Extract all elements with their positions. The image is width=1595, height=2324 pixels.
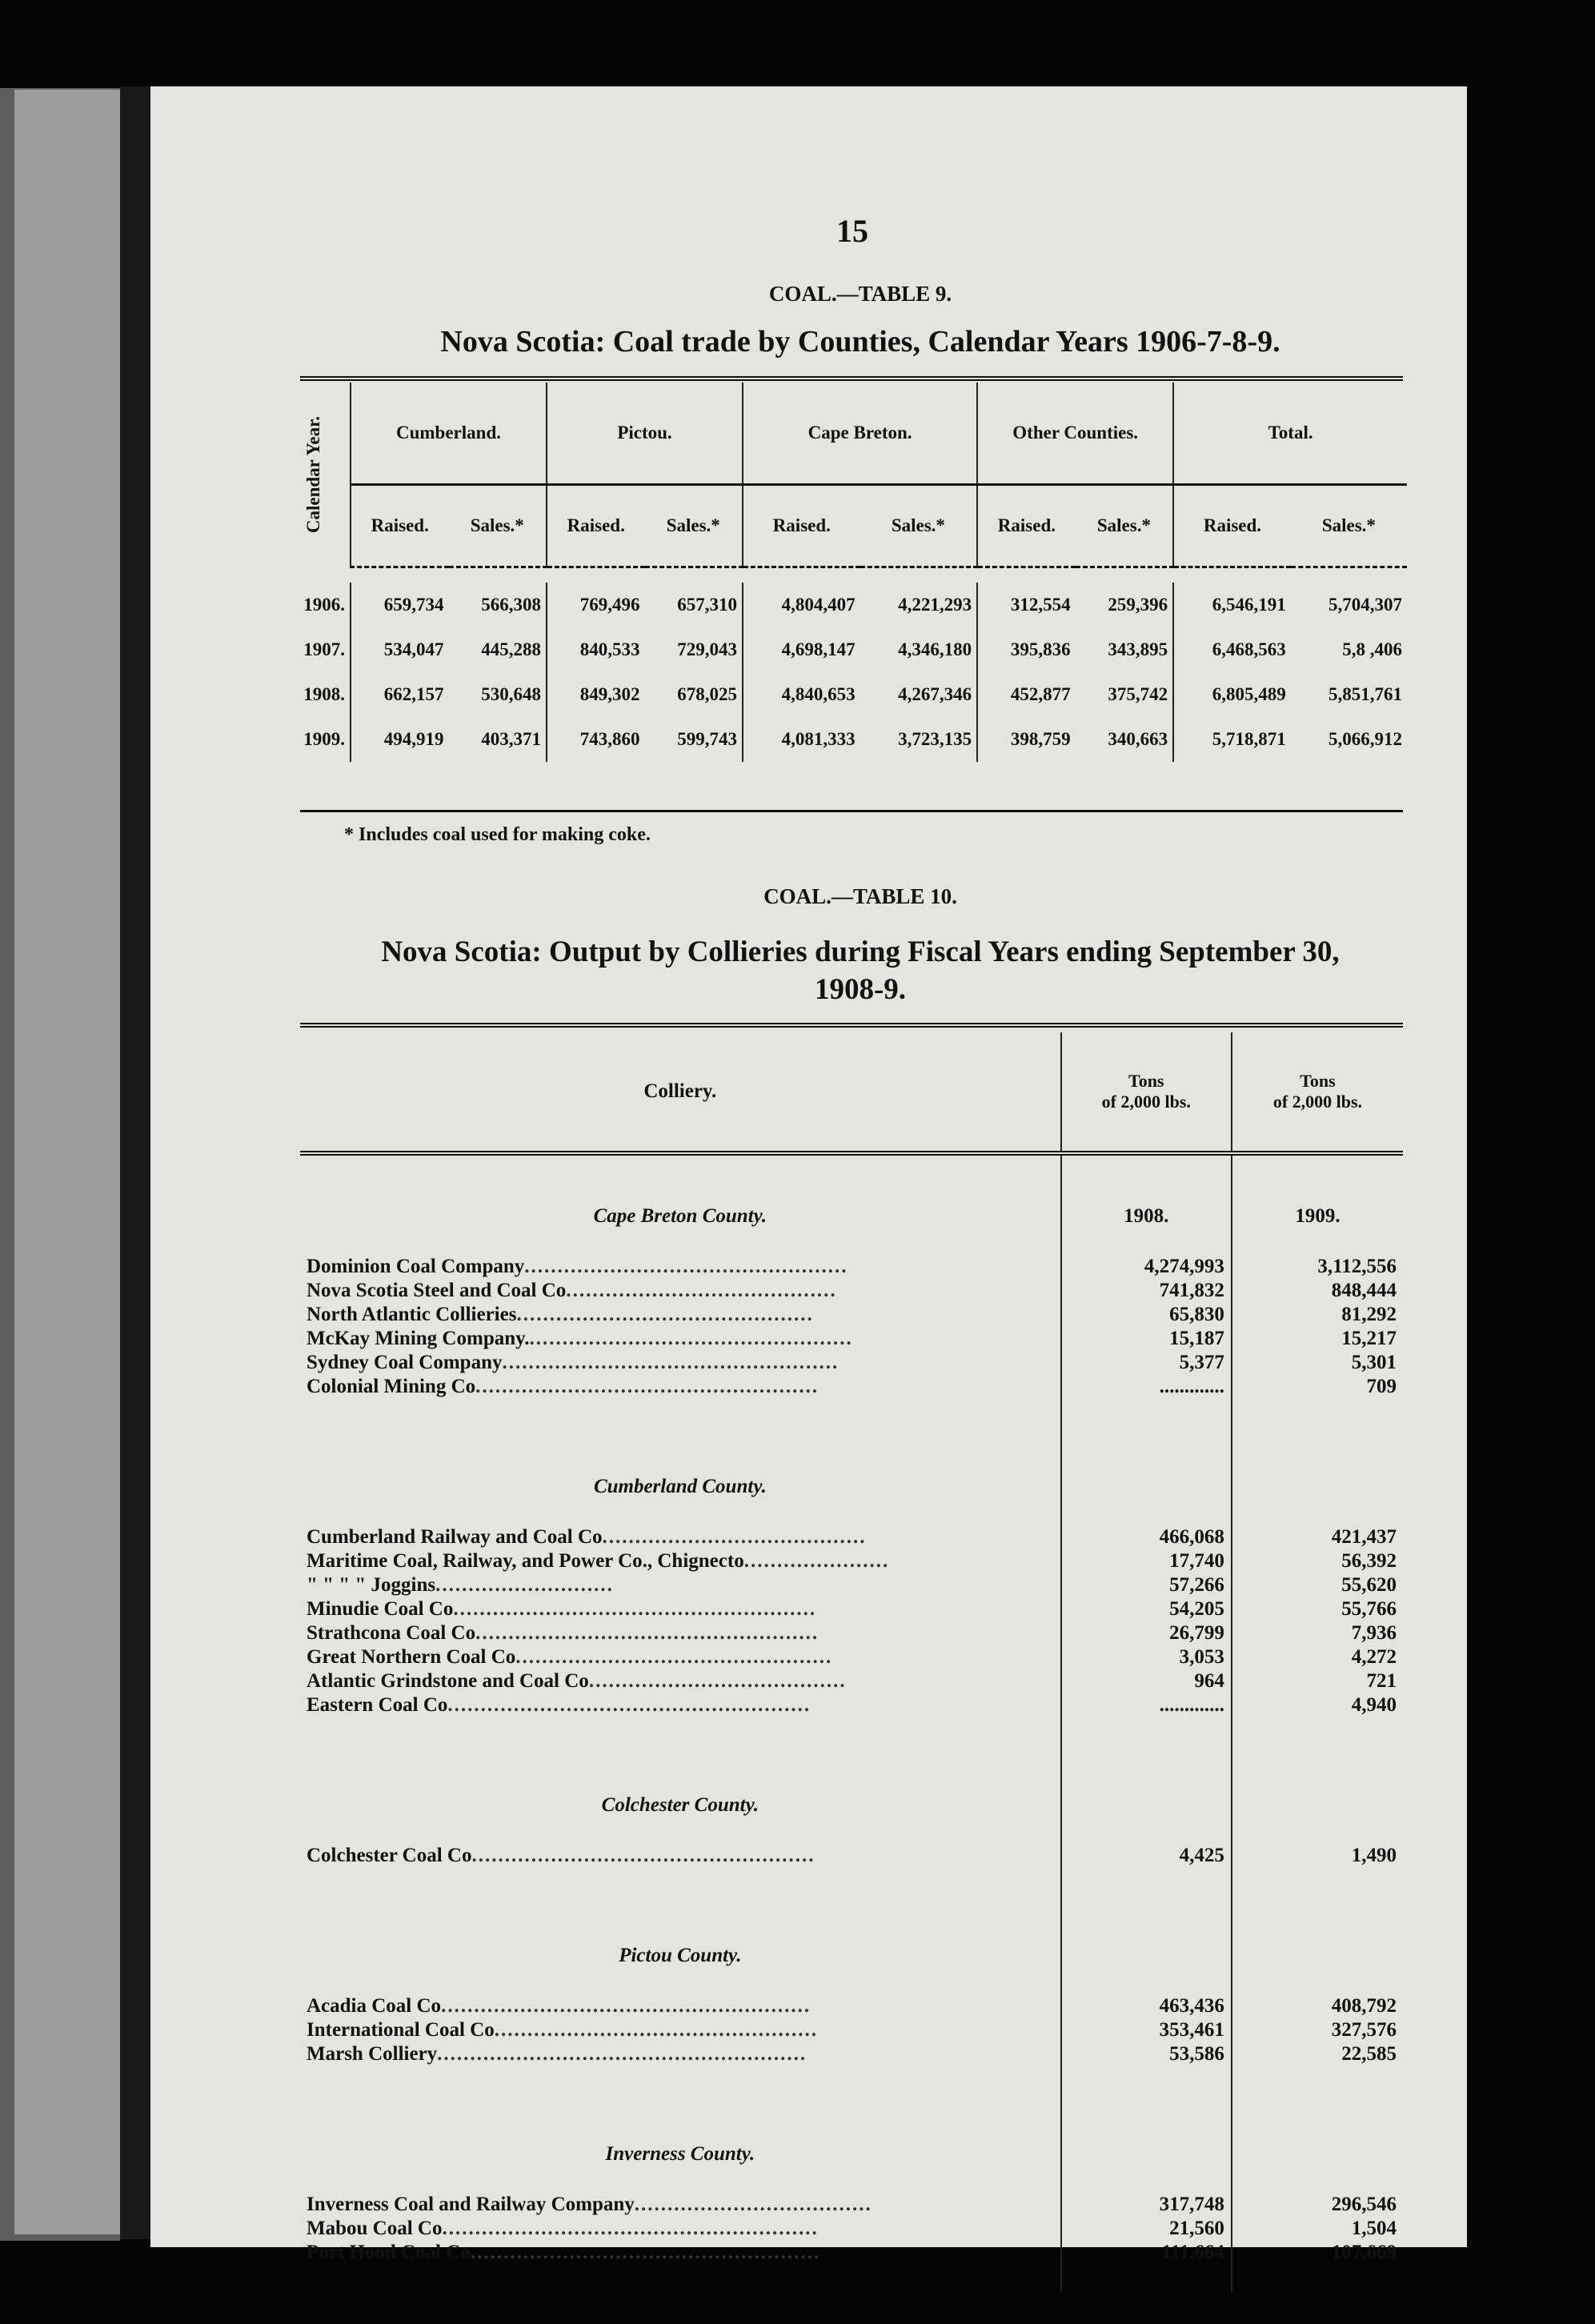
raised-header: Raised. xyxy=(547,485,645,567)
year-label: 1908. xyxy=(1061,1153,1232,1228)
table9-heading: COAL.—TABLE 9. xyxy=(768,282,952,306)
calendar-year-header: Calendar Year. xyxy=(299,383,351,567)
tons-1908: 741,832 xyxy=(1061,1279,1232,1303)
colliery-name xyxy=(300,1669,1061,1693)
tons-1908: 57,266 xyxy=(1061,1573,1232,1597)
colliery-name-text: International Coal Co xyxy=(307,2019,495,2041)
value-cell: 395,836 xyxy=(1010,639,1071,659)
table-row xyxy=(300,1279,1403,1303)
year-cell: 1907. xyxy=(299,627,351,672)
leader-dots: ....................................................... xyxy=(453,1598,817,1620)
table9-footnote: * Includes coal used for making coke. xyxy=(344,824,651,845)
tons-1909: 408,792 xyxy=(1331,1995,1397,2017)
leader-dots: ..................................................... xyxy=(470,2242,821,2263)
tons-1908: 15,187 xyxy=(1061,1327,1232,1351)
tons-1908: 353,461 xyxy=(1061,2018,1232,2042)
tons-1908: 26,799 xyxy=(1061,1621,1232,1645)
value-cell: 312,554 xyxy=(1010,595,1071,615)
table10-title-line1: Nova Scotia: Output by Collieries during Fiscal Years ending September 30, xyxy=(381,936,1340,968)
leader-dots: .................................................... xyxy=(471,1845,816,1866)
colliery-name xyxy=(300,1573,1061,1597)
value-cell: 5,704,307 xyxy=(1328,595,1402,615)
tons-1908: 4,274,993 xyxy=(1061,1255,1232,1279)
tons-1908: 964 xyxy=(1061,1669,1232,1693)
table-row xyxy=(299,583,1407,627)
value-cell: 4,267,346 xyxy=(860,672,978,717)
year-label: 1909. xyxy=(1295,1205,1341,1227)
value-cell: 5,718,871 xyxy=(1212,729,1286,749)
colliery-name xyxy=(300,1255,1061,1279)
tons-1909: 56,392 xyxy=(1341,1550,1397,1572)
tons-unit-label: of 2,000 lbs. xyxy=(1272,1092,1363,1112)
colliery-name-text: Inverness Coal and Railway Company xyxy=(307,2194,635,2215)
tons-unit-label: of 2,000 lbs. xyxy=(1101,1092,1191,1112)
leader-dots: ......................................................... xyxy=(442,2218,819,2239)
table10 xyxy=(300,1032,1403,2292)
group-header: Other Counties. xyxy=(977,383,1173,485)
table9-title: Nova Scotia: Coal trade by Counties, Calendar Years 1906-7-8-9. xyxy=(440,325,1280,359)
group-header: Cape Breton. xyxy=(743,383,977,485)
tons-1908: 317,748 xyxy=(1061,2193,1232,2217)
value-cell: 4,081,333 xyxy=(781,729,856,749)
county-name: Inverness County. xyxy=(605,2143,755,2165)
table-row xyxy=(300,1375,1403,1399)
tons-1909: 55,766 xyxy=(1341,1598,1397,1620)
table-row xyxy=(300,2018,1403,2042)
colliery-name xyxy=(300,1303,1061,1327)
colliery-name xyxy=(300,1279,1061,1303)
value-cell: 4,346,180 xyxy=(860,627,978,672)
sales-header: Sales.* xyxy=(1076,485,1174,567)
tons-label: Tons xyxy=(1300,1071,1336,1091)
value-cell: 599,743 xyxy=(645,717,743,762)
colliery-name-text: Maritime Coal, Railway, and Power Co., Chignecto xyxy=(307,1550,744,1572)
leader-dots: .................................................... xyxy=(475,1376,820,1397)
adjacent-page xyxy=(14,90,120,2234)
table-row xyxy=(299,627,1407,672)
table10-heading: COAL.—TABLE 10. xyxy=(763,884,957,908)
tons-1908: 17,740 xyxy=(1061,1549,1232,1573)
year-label xyxy=(1061,1745,1232,1817)
group-header: Pictou. xyxy=(547,383,743,485)
leader-dots: ................................................ xyxy=(515,1646,833,1668)
tons-1909: 327,576 xyxy=(1331,2019,1397,2041)
colliery-name xyxy=(300,1645,1061,1669)
value-cell: 4,804,407 xyxy=(781,595,856,615)
colliery-name xyxy=(300,1351,1061,1375)
value-cell: 4,221,293 xyxy=(860,583,978,627)
colliery-name-text: Colonial Mining Co xyxy=(307,1376,476,1397)
table-row xyxy=(300,1327,1403,1351)
value-cell: 840,533 xyxy=(579,639,640,659)
county-name: Cape Breton County. xyxy=(593,1205,767,1227)
tons-1908: 53,586 xyxy=(1061,2042,1232,2066)
table-row xyxy=(300,1621,1403,1645)
value-cell: 5,066,912 xyxy=(1328,729,1402,749)
leader-dots: ...................... xyxy=(743,1550,890,1572)
colliery-name-text: Port Hood Coal Co xyxy=(307,2242,471,2263)
leader-dots: .................................... xyxy=(634,2194,872,2215)
colliery-name xyxy=(300,2042,1061,2066)
table-row xyxy=(300,1351,1403,1375)
colliery-name xyxy=(300,1375,1061,1399)
table-row xyxy=(300,1573,1403,1597)
colliery-name-text: Minudie Coal Co xyxy=(307,1598,454,1620)
sales-header: Sales.* xyxy=(449,485,547,567)
group-header: Total. xyxy=(1268,423,1313,443)
colliery-name xyxy=(300,2018,1061,2042)
value-cell: 729,043 xyxy=(645,627,743,672)
value-cell: 6,805,489 xyxy=(1212,684,1286,704)
value-cell: 534,047 xyxy=(383,639,444,659)
year-cell: 1906. xyxy=(299,583,351,627)
tons-1909: 5,301 xyxy=(1351,1352,1397,1373)
value-cell: 340,663 xyxy=(1076,717,1174,762)
year-cell: 1908. xyxy=(299,672,351,717)
tons-1909: 81,292 xyxy=(1341,1304,1397,1325)
colliery-name xyxy=(300,1621,1061,1645)
value-cell: 530,648 xyxy=(449,672,547,717)
colliery-name-text: North Atlantic Collieries xyxy=(307,1304,517,1325)
value-cell: 452,877 xyxy=(1010,684,1071,704)
table-row xyxy=(300,1645,1403,1669)
value-cell: 657,310 xyxy=(645,583,743,627)
county-name: Pictou County. xyxy=(619,1945,742,1966)
colliery-name-text: Eastern Coal Co xyxy=(307,1694,448,1716)
county-section-header xyxy=(300,1426,1403,1498)
tons-1909: 55,620 xyxy=(1341,1574,1397,1596)
tons-1909: 421,437 xyxy=(1331,1526,1397,1548)
table9 xyxy=(299,383,1407,762)
leader-dots: ........................................ xyxy=(602,1526,867,1548)
leader-dots: ........................................................ xyxy=(441,1995,812,2017)
page-number: 15 xyxy=(836,213,868,249)
tons-1909: 1,504 xyxy=(1351,2218,1397,2239)
tons-1909: 721 xyxy=(1366,1670,1397,1692)
colliery-name xyxy=(300,2217,1061,2241)
year-cell: 1909. xyxy=(299,717,351,762)
value-cell: 403,371 xyxy=(449,717,547,762)
table-row xyxy=(300,1844,1403,1868)
colliery-name-text: Strathcona Coal Co xyxy=(307,1622,476,1644)
tons-1908: 3,053 xyxy=(1061,1645,1232,1669)
value-cell: 375,742 xyxy=(1076,672,1174,717)
table9-top-rule xyxy=(300,376,1403,381)
table-row xyxy=(300,2193,1403,2217)
county-name: Colchester County. xyxy=(601,1794,759,1816)
leader-dots: ........................... xyxy=(435,1574,614,1596)
tons-1908: 65,830 xyxy=(1061,1303,1232,1327)
table-row xyxy=(300,2241,1403,2265)
raised-header: Raised. xyxy=(977,485,1076,567)
colliery-name xyxy=(300,2241,1061,2265)
value-cell: 445,288 xyxy=(449,627,547,672)
table-row xyxy=(300,1994,1403,2018)
colliery-name-text: Sydney Coal Company xyxy=(307,1352,503,1373)
colliery-name-text: Dominion Coal Company xyxy=(307,1256,525,1277)
county-section-header xyxy=(300,1153,1403,1228)
table-row xyxy=(300,1525,1403,1549)
table-row xyxy=(299,672,1407,717)
leader-dots: ............................................. xyxy=(516,1304,814,1325)
colliery-name xyxy=(300,1549,1061,1573)
year-label xyxy=(1232,1895,1403,1967)
colliery-name-text: Mabou Coal Co xyxy=(307,2218,443,2239)
tons-1908: 111,664 xyxy=(1061,2241,1232,2265)
colliery-name xyxy=(300,1994,1061,2018)
value-cell: 4,840,653 xyxy=(781,684,856,704)
tons-1909: 22,585 xyxy=(1341,2043,1397,2065)
value-cell: 259,396 xyxy=(1076,583,1174,627)
colliery-name-text: Nova Scotia Steel and Coal Co xyxy=(307,1280,567,1301)
tons-1908: 5,377 xyxy=(1061,1351,1232,1375)
tons-1908: ............. xyxy=(1061,1375,1232,1399)
table-row xyxy=(300,1693,1403,1717)
colliery-name xyxy=(300,1597,1061,1621)
year-label xyxy=(1061,2094,1232,2166)
colliery-name xyxy=(300,1844,1061,1868)
sales-header: Sales.* xyxy=(1291,485,1407,567)
year-label xyxy=(1061,1895,1232,1967)
value-cell: 5,8 ,406 xyxy=(1342,639,1402,659)
raised-header: Raised. xyxy=(1173,485,1291,567)
value-cell: 6,546,191 xyxy=(1212,595,1286,615)
tons-header xyxy=(1232,1032,1403,1153)
tons-1908: 21,560 xyxy=(1061,2217,1232,2241)
colliery-name-text: " " " " Joggins xyxy=(307,1574,436,1596)
leader-dots: ................................................. xyxy=(529,1328,853,1349)
value-cell: 659,734 xyxy=(383,595,444,615)
colliery-name-text: Marsh Colliery xyxy=(307,2043,438,2065)
tons-1908: 463,436 xyxy=(1061,1994,1232,2018)
value-cell: 4,698,147 xyxy=(781,639,856,659)
year-label xyxy=(1232,1426,1403,1498)
colliery-name-text: Great Northern Coal Co xyxy=(307,1646,516,1668)
colliery-name xyxy=(300,1693,1061,1717)
tons-1909: 4,272 xyxy=(1351,1646,1397,1668)
tons-label: Tons xyxy=(1128,1071,1164,1091)
colliery-name xyxy=(300,1327,1061,1351)
table9-bottom-rule xyxy=(300,810,1403,812)
tons-1909: 7,936 xyxy=(1351,1622,1397,1644)
colliery-name-text: Atlantic Grindstone and Coal Co xyxy=(307,1670,589,1692)
tons-1908: ............. xyxy=(1061,1693,1232,1717)
county-section-header xyxy=(300,1745,1403,1817)
colliery-header: Colliery. xyxy=(300,1032,1061,1153)
county-section-header xyxy=(300,1895,1403,1967)
raised-header: Raised. xyxy=(743,485,860,567)
value-cell: 398,759 xyxy=(1010,729,1071,749)
county-name: Cumberland County. xyxy=(593,1476,767,1497)
sales-header: Sales.* xyxy=(860,485,978,567)
value-cell: 566,308 xyxy=(449,583,547,627)
value-cell: 3,723,135 xyxy=(860,717,978,762)
table-row xyxy=(300,1549,1403,1573)
colliery-name xyxy=(300,2193,1061,2217)
value-cell: 343,895 xyxy=(1076,627,1174,672)
leader-dots: ....................................................... xyxy=(447,1694,812,1716)
year-label xyxy=(1232,1745,1403,1817)
tons-1908: 466,068 xyxy=(1061,1525,1232,1549)
colliery-name xyxy=(300,1525,1061,1549)
table-row xyxy=(300,2042,1403,2066)
table-row xyxy=(300,1597,1403,1621)
table-row xyxy=(300,2217,1403,2241)
table-row xyxy=(300,1669,1403,1693)
leader-dots: ................................................. xyxy=(524,1256,848,1277)
colliery-name-text: McKay Mining Company. xyxy=(307,1328,530,1349)
year-label xyxy=(1061,1426,1232,1498)
tons-1909: 15,217 xyxy=(1341,1328,1397,1349)
colliery-name-text: Acadia Coal Co xyxy=(307,1995,442,2017)
sales-header: Sales.* xyxy=(645,485,743,567)
county-section-header xyxy=(300,2094,1403,2166)
book-spine xyxy=(120,86,150,2239)
tons-1909: 848,444 xyxy=(1331,1280,1397,1301)
table-row xyxy=(300,1255,1403,1279)
group-header: Cumberland. xyxy=(351,383,547,485)
tons-1908: 4,425 xyxy=(1061,1844,1232,1868)
leader-dots: ........................................................ xyxy=(437,2043,808,2065)
tons-1909: 296,546 xyxy=(1331,2194,1397,2215)
table10-title-line2: 1908-9. xyxy=(814,973,907,1006)
value-cell: 849,302 xyxy=(579,684,640,704)
tons-1908: 54,205 xyxy=(1061,1597,1232,1621)
year-label xyxy=(1232,2094,1403,2166)
leader-dots: .................................................... xyxy=(475,1622,820,1644)
leader-dots: ......................................... xyxy=(566,1280,837,1301)
leader-dots: ................................................. xyxy=(494,2019,818,2041)
tons-header xyxy=(1061,1032,1232,1153)
colliery-name-text: Colchester Coal Co xyxy=(307,1845,472,1866)
table-row xyxy=(299,717,1407,762)
tons-1909: 4,940 xyxy=(1351,1694,1397,1716)
raised-header: Raised. xyxy=(351,485,449,567)
value-cell: 6,468,563 xyxy=(1212,639,1286,659)
leader-dots: ................................................... xyxy=(502,1352,840,1373)
tons-1909: 107,669 xyxy=(1331,2242,1397,2263)
value-cell: 769,496 xyxy=(579,595,640,615)
tons-1909: 709 xyxy=(1366,1376,1397,1397)
table10-top-rule xyxy=(300,1023,1403,1028)
leader-dots: ....................................... xyxy=(588,1670,847,1692)
value-cell: 494,919 xyxy=(383,729,444,749)
table-row xyxy=(300,1303,1403,1327)
colliery-name-text: Cumberland Railway and Coal Co xyxy=(307,1526,603,1548)
value-cell: 5,851,761 xyxy=(1328,684,1402,704)
value-cell: 662,157 xyxy=(383,684,444,704)
tons-1909: 1,490 xyxy=(1351,1845,1397,1866)
value-cell: 678,025 xyxy=(645,672,743,717)
tons-1909: 3,112,556 xyxy=(1317,1256,1397,1277)
value-cell: 743,860 xyxy=(579,729,640,749)
